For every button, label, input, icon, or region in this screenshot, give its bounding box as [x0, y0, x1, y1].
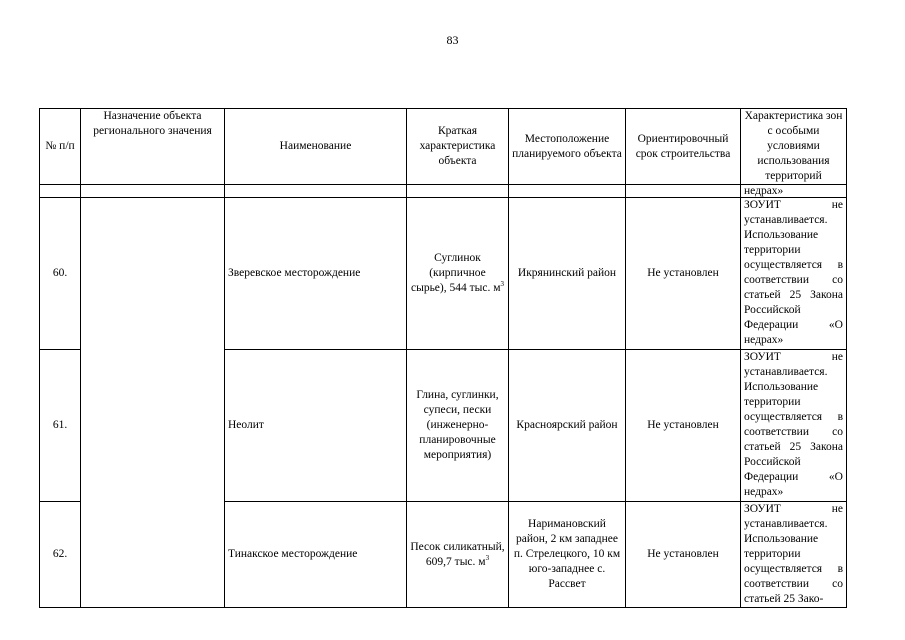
cont-zones: недрах»: [741, 185, 847, 198]
row-name: Тинакское месторождение: [225, 502, 407, 608]
header-num: № п/п: [40, 109, 81, 185]
row-term: Не установлен: [626, 198, 741, 350]
cont-name: [225, 185, 407, 198]
row-purpose-merged: [81, 198, 225, 608]
row-location: Наримановский район, 2 км западнее п. Стрелецкого, 10 км юго-западнее с. Рассвет: [509, 502, 626, 608]
header-name: Наименование: [225, 109, 407, 185]
cont-brief: [407, 185, 509, 198]
cont-location: [509, 185, 626, 198]
header-purpose: Назначение объекта регионального значения: [81, 109, 225, 185]
cont-purpose: [81, 185, 225, 198]
row-brief: Глина, суглинки, супеси, пески (инженерно-планировочные мероприятия): [407, 350, 509, 502]
row-zones: ЗОУИТ не устанавливается. Использование территории осуществляется в соответствии со статьей 25 Закона Российской Федерации «О недрах»: [741, 350, 847, 502]
row-location: Красноярский район: [509, 350, 626, 502]
header-row: [40, 109, 847, 185]
row-zones: ЗОУИТ не устанавливается. Использование территории осуществляется в соответствии со статьей 25 Закона Российской Федерации «О недрах»: [741, 198, 847, 350]
row-num: 60.: [40, 198, 81, 350]
continuation-row: [40, 185, 847, 198]
objects-table: [39, 108, 847, 608]
header-location: Местоположение планируемого объекта: [509, 109, 626, 185]
row-term: Не установлен: [626, 350, 741, 502]
header-brief: Краткая характеристика объекта: [407, 109, 509, 185]
row-term: Не установлен: [626, 502, 741, 608]
page-number: 83: [446, 33, 459, 47]
row-location: Икрянинский район: [509, 198, 626, 350]
cont-num: [40, 185, 81, 198]
cont-term: [626, 185, 741, 198]
row-brief: Песок силикатный, 609,7 тыс. $м^3$: [407, 502, 509, 608]
header-term: Ориентировочный срок строительства: [626, 109, 741, 185]
table-row: [40, 198, 847, 350]
row-zones: ЗОУИТ не устанавливается. Использование территории осуществляется в соответствии со статьей 25 Зако-: [741, 502, 847, 608]
row-name: Неолит: [225, 350, 407, 502]
row-name: Зверевское месторождение: [225, 198, 407, 350]
row-num: 61.: [40, 350, 81, 502]
row-num: 62.: [40, 502, 81, 608]
header-zones: Характеристика зон с особыми условиями использования территорий: [741, 109, 847, 185]
row-brief: Суглинок (кирпичное сырье), 544 тыс. $м^3$: [407, 198, 509, 350]
